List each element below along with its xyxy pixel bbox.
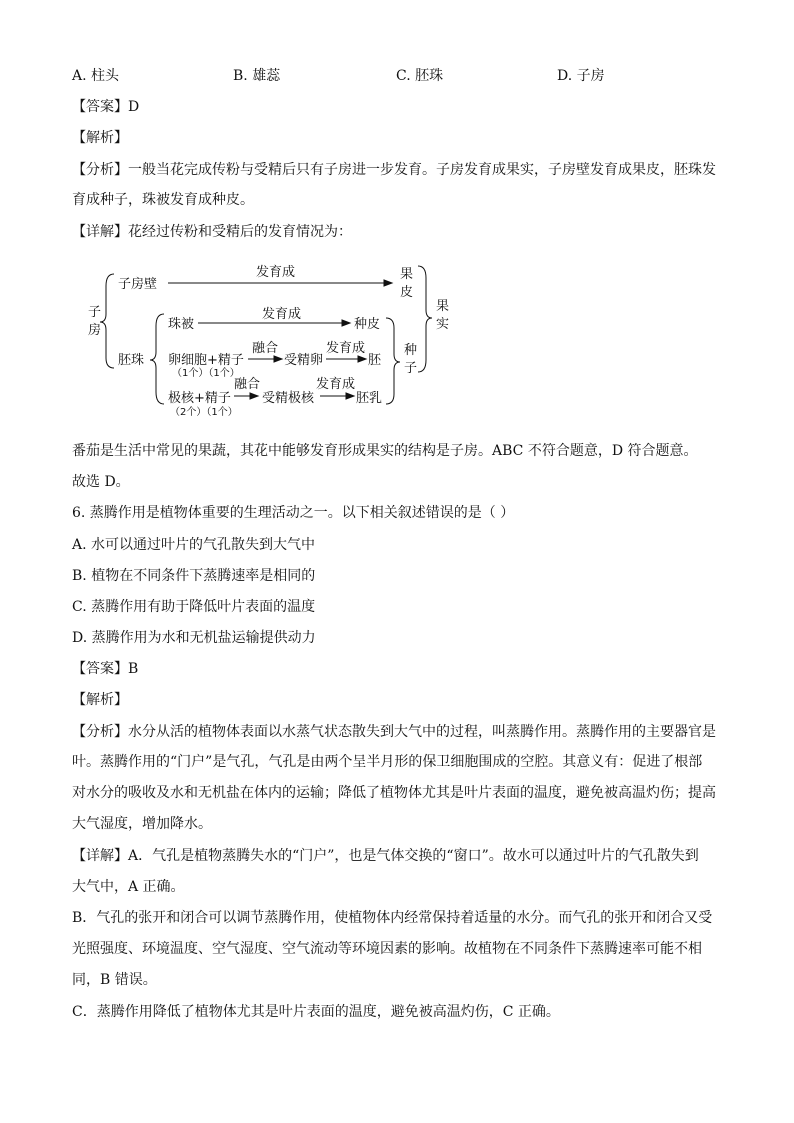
diagram-fayucheng-4: 发育成 bbox=[316, 377, 356, 392]
diagram-peiru: 胚乳 bbox=[356, 391, 383, 406]
diagram-shoujingluan: 受精卵 bbox=[284, 353, 324, 368]
diagram-arrowhead-2 bbox=[342, 320, 350, 326]
diagram-arrowhead-6 bbox=[346, 393, 354, 399]
q5-analysis-line-1: 【分析】一般当花完成传粉与受精后只有子房进一步发育。子房发育成果实，子房壁发育成果皮，胚珠发 bbox=[72, 162, 716, 178]
q6-analysis-line-2: 叶。蒸腾作用的“门户”是气孔，气孔是由两个呈半月形的保卫细胞围成的空腔。其意义有：促进了根部 bbox=[72, 754, 703, 770]
q6-analysis-heading: 【解析】 bbox=[72, 692, 128, 708]
diagram-fayucheng-1: 发育成 bbox=[256, 265, 296, 280]
diagram-arrowhead-3 bbox=[274, 356, 282, 362]
diagram-brace-guoshi bbox=[418, 266, 432, 372]
diagram-guoshi-2: 实 bbox=[436, 317, 450, 332]
diagram-brace-peizhu bbox=[150, 314, 164, 404]
diagram-pi: 皮 bbox=[400, 285, 414, 300]
diagram-brace-zifang bbox=[100, 274, 114, 368]
q5-answer: 【答案】D bbox=[72, 99, 140, 115]
diagram-arrowhead-5 bbox=[250, 393, 258, 399]
diagram-arrowhead-4 bbox=[358, 356, 366, 362]
diagram-pei: 胚 bbox=[368, 353, 382, 368]
q6-analysis-line-3: 对水分的吸收及水和无机盐在体内的运输；降低了植物体尤其是叶片表面的温度，避免被高温灼伤；提高 bbox=[72, 785, 716, 801]
diagram-count-2: （2个）（1个） bbox=[170, 407, 238, 416]
q5-detail-intro: 【详解】花经过传粉和受精后的发育情况为： bbox=[72, 224, 352, 240]
diagram-zhongzi-2: 子 bbox=[404, 361, 418, 376]
diagram-ronghe-1: 融合 bbox=[252, 341, 279, 356]
flower-development-diagram bbox=[84, 256, 464, 416]
q6-option-c: C. 蒸腾作用有助于降低叶片表面的温度 bbox=[72, 599, 316, 615]
q5-analysis-heading: 【解析】 bbox=[72, 130, 128, 146]
q5-option-b: B. 雄蕊 bbox=[233, 68, 281, 84]
q6-analysis-line-4: 大气湿度，增加降水。 bbox=[72, 816, 212, 832]
q5-option-a: A. 柱头 bbox=[72, 68, 120, 84]
q6-option-a: A. 水可以通过叶片的气孔散失到大气中 bbox=[72, 537, 316, 553]
diagram-zifang-1: 子 bbox=[88, 305, 102, 320]
q6-option-b: B. 植物在不同条件下蒸腾速率是相同的 bbox=[72, 568, 316, 584]
q6-detail-b-line-2: 光照强度、环境温度、空气湿度、空气流动等环境因素的影响。故植物在不同条件下蒸腾速率可能不相 bbox=[72, 941, 702, 957]
diagram-arrowhead-1 bbox=[384, 280, 392, 286]
diagram-zifang-2: 房 bbox=[88, 323, 102, 338]
diagram-zhongpi: 种皮 bbox=[354, 317, 381, 332]
q5-analysis-line-2: 育成种子，珠被发育成种皮。 bbox=[72, 192, 254, 208]
diagram-zhubei: 珠被 bbox=[168, 317, 195, 332]
q6-option-d: D. 蒸腾作用为水和无机盐运输提供动力 bbox=[72, 630, 316, 646]
q6-detail-a-line-1: 【详解】A．气孔是植物蒸腾失水的“门户”，也是气体交换的“窗口”。故水可以通过叶片的气孔散失到 bbox=[72, 848, 699, 864]
diagram-fayucheng-2: 发育成 bbox=[262, 307, 302, 322]
diagram-zhongzi-1: 种 bbox=[404, 343, 418, 358]
q5-conclusion: 故选 D。 bbox=[72, 474, 130, 490]
q5-detail-line: 番茄是生活中常见的果蔬，其花中能够发育形成果实的结构是子房。ABC 不符合题意，D 符合题意。 bbox=[72, 443, 698, 459]
diagram-zifangbi: 子房壁 bbox=[118, 277, 158, 292]
q6-analysis-line-1: 【分析】水分从活的植物体表面以水蒸气状态散失到大气中的过程，叫蒸腾作用。蒸腾作用的主要器官是 bbox=[72, 724, 716, 740]
diagram-count-1: （1个）（1个） bbox=[172, 368, 240, 379]
diagram-peizhu: 胚珠 bbox=[118, 353, 145, 368]
diagram-luanxibao: 卵细胞+精子 bbox=[168, 353, 244, 368]
diagram-ronghe-2: 融合 bbox=[234, 377, 261, 392]
q6-answer: 【答案】B bbox=[72, 661, 139, 677]
q6-detail-a-line-2: 大气中，A 正确。 bbox=[72, 879, 185, 895]
diagram-jihe: 极核+精子 bbox=[168, 391, 231, 406]
diagram-fayucheng-3: 发育成 bbox=[326, 341, 366, 356]
q6-detail-c: C．蒸腾作用降低了植物体尤其是叶片表面的温度，避免被高温灼伤，C 正确。 bbox=[72, 1004, 560, 1020]
q6-detail-b-line-1: B．气孔的张开和闭合可以调节蒸腾作用，使植物体内经常保持着适量的水分。而气孔的张开和闭合又受 bbox=[72, 910, 713, 926]
q6-stem: 6. 蒸腾作用是植物体重要的生理活动之一。以下相关叙述错误的是（ ） bbox=[72, 505, 515, 521]
q6-detail-b-line-3: 同，B 错误。 bbox=[72, 972, 157, 988]
diagram-shoujingjihe: 受精极核 bbox=[262, 391, 315, 406]
diagram-guoshi-1: 果 bbox=[436, 299, 450, 314]
diagram-guo: 果 bbox=[400, 267, 414, 282]
q5-option-d: D. 子房 bbox=[557, 68, 605, 84]
diagram-brace-zhongzi bbox=[386, 318, 400, 404]
q5-option-c: C. 胚珠 bbox=[396, 68, 444, 84]
